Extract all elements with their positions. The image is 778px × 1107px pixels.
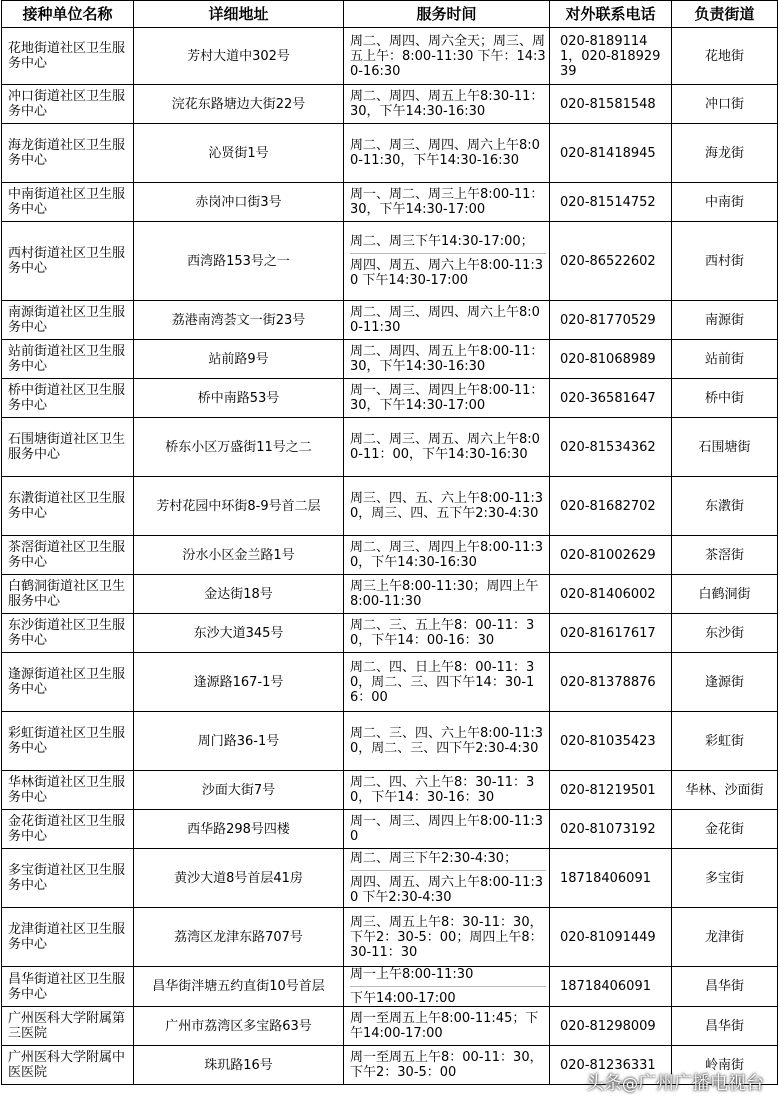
service-hours-line: 周二、周四、周五上午8:30-11：30，下午14:30-16:30 [350, 89, 544, 119]
cell-service-hours [344, 908, 550, 967]
cell-phone: 18718406091 [550, 967, 672, 1007]
cell-street: 白鹤洞街 [672, 575, 778, 614]
cell-service-hours [344, 653, 550, 712]
cell-site-name: 白鹤洞街道社区卫生服务中心 [2, 575, 134, 614]
cell-address: 荔港南湾荟文一街23号 [134, 301, 344, 340]
service-hours-line: 周二、周三下午14:30-17:00； [350, 234, 534, 249]
header-phone: 对外联系电话 [550, 1, 672, 28]
cell-address: 西湾路153号之一 [134, 222, 344, 301]
cell-address: 赤岗冲口街3号 [134, 183, 344, 222]
table-row [2, 85, 778, 124]
header-service-hours: 服务时间 [344, 1, 550, 28]
cell-site-name: 彩虹街道社区卫生服务中心 [2, 712, 134, 771]
cell-phone: 18718406091 [550, 849, 672, 908]
service-hours-line: 周一、周二、周三上午8:00-11：30，下午14:30-17:00 [350, 187, 544, 217]
cell-street: 多宝街 [672, 849, 778, 908]
service-hours-line: 周二、周三下午2:30-4:30； [350, 851, 518, 866]
table-row [2, 477, 778, 536]
service-hours-line: 周二、周三、周四上午8:00-11:30，下午14:30-16:30 [350, 540, 544, 570]
table-row [2, 301, 778, 340]
cell-phone: 020-81002629 [550, 536, 672, 575]
cell-address: 逢源路167-1号 [134, 653, 344, 712]
watermark-text: 广州广播电视台 [638, 1073, 764, 1094]
cell-address: 昌华街泮塘五约直街10号首层 [134, 967, 344, 1007]
table-row [2, 575, 778, 614]
service-hours-line: 周二、周三、周四、周六上午8:00-11:30，下午14:30-16:30 [350, 138, 540, 168]
cell-address: 荔湾区龙津东路707号 [134, 908, 344, 967]
cell-site-name: 中南街道社区卫生服务中心 [2, 183, 134, 222]
cell-service-hours [344, 1007, 550, 1046]
cell-service-hours [344, 379, 550, 418]
table-row [2, 379, 778, 418]
cell-street: 华林、沙面街 [672, 771, 778, 810]
cell-street: 东沙街 [672, 614, 778, 653]
service-hours-line: 周一至周五上午8:00-11:45；下午14:00-17:00 [350, 1011, 539, 1041]
service-hours-line: 周二、周四、周五上午8:00-11：30，下午14:30-16:30 [350, 344, 544, 374]
cell-address: 广州市荔湾区多宝路63号 [134, 1007, 344, 1046]
table-row [2, 28, 778, 85]
cell-site-name: 昌华街道社区卫生服务中心 [2, 967, 134, 1007]
cell-phone: 020-81091449 [550, 908, 672, 967]
service-hours-line: 周二、三、五上午8：00-11：30，下午14：00-16：30 [350, 618, 535, 648]
cell-site-name: 冲口街道社区卫生服务中心 [2, 85, 134, 124]
cell-address: 芳村花园中环街8-9号首二层 [134, 477, 344, 536]
cell-address: 站前路9号 [134, 340, 344, 379]
service-hours-line: 周二、三、四、六上午8:00-11:30，周二、三、四下午2:30-4:30 [350, 726, 544, 756]
table-row [2, 712, 778, 771]
cell-service-hours [344, 85, 550, 124]
cell-address: 沙面大街7号 [134, 771, 344, 810]
cell-address: 沁贤街1号 [134, 124, 344, 183]
table-row [2, 771, 778, 810]
cell-phone: 020-86522602 [550, 222, 672, 301]
service-hours-line: 周二、四、六上午8：30-11：30，下午14：30-16：30 [350, 775, 535, 805]
cell-street: 彩虹街 [672, 712, 778, 771]
cell-phone: 020-81406002 [550, 575, 672, 614]
cell-phone: 020-81534362 [550, 418, 672, 477]
cell-site-name: 站前街道社区卫生服务中心 [2, 340, 134, 379]
cell-service-hours [344, 712, 550, 771]
cell-site-name: 逢源街道社区卫生服务中心 [2, 653, 134, 712]
service-hours-line: 周一至周五上午8：00-11：30，下午2：30-5：00 [350, 1050, 543, 1080]
header-address: 详细地址 [134, 1, 344, 28]
service-hours-line: 周一、周三、周四上午8:00-11:30 [350, 814, 544, 844]
cell-street: 南源街 [672, 301, 778, 340]
cell-service-hours [344, 771, 550, 810]
cell-address: 桥东小区万盛街11号之二 [134, 418, 344, 477]
cell-site-name: 东漖街道社区卫生服务中心 [2, 477, 134, 536]
cell-phone: 020-81581548 [550, 85, 672, 124]
cell-service-hours [344, 849, 550, 908]
cell-street: 站前街 [672, 340, 778, 379]
cell-service-hours [344, 575, 550, 614]
cell-address: 金达街18号 [134, 575, 344, 614]
service-hours-line: 下午14:00-17:00 [350, 986, 546, 1006]
cell-street: 龙津街 [672, 908, 778, 967]
cell-address: 浣花东路塘边大街22号 [134, 85, 344, 124]
cell-address: 黄沙大道8号首层41房 [134, 849, 344, 908]
cell-street: 冲口街 [672, 85, 778, 124]
table-row [2, 908, 778, 967]
table-row [2, 614, 778, 653]
table-row [2, 653, 778, 712]
cell-street: 石围塘街 [672, 418, 778, 477]
service-hours-line: 周三、四、五、六上午8:00-11:30，周三、四、五下午2:30-4:30 [350, 491, 544, 521]
cell-street: 东漖街 [672, 477, 778, 536]
service-hours-line: 周一上午8:00-11:30 [350, 967, 474, 982]
cell-service-hours [344, 222, 550, 301]
cell-site-name: 西村街道社区卫生服务中心 [2, 222, 134, 301]
table-header-row [2, 1, 778, 28]
table-row [2, 849, 778, 908]
cell-phone: 020-81236331 [550, 1046, 672, 1085]
cell-service-hours [344, 614, 550, 653]
table-row [2, 418, 778, 477]
cell-street: 逢源街 [672, 653, 778, 712]
cell-service-hours [344, 28, 550, 85]
cell-address: 西华路298号四楼 [134, 810, 344, 849]
cell-site-name: 金花街道社区卫生服务中心 [2, 810, 134, 849]
cell-phone: 020-81298009 [550, 1007, 672, 1046]
table-row [2, 536, 778, 575]
table-body [2, 28, 778, 1085]
table-row [2, 810, 778, 849]
cell-address: 桥中南路53号 [134, 379, 344, 418]
cell-site-name: 南源街道社区卫生服务中心 [2, 301, 134, 340]
cell-site-name: 多宝街道社区卫生服务中心 [2, 849, 134, 908]
vaccination-sites-table [1, 0, 778, 1085]
cell-site-name: 海龙街道社区卫生服务中心 [2, 124, 134, 183]
cell-site-name: 广州医科大学附属中医医院 [2, 1046, 134, 1085]
table-row [2, 1007, 778, 1046]
cell-street: 岭南街 [672, 1046, 778, 1085]
service-hours-line: 周二、周三、周四、周六上午8:00-11:30 [350, 305, 540, 335]
cell-street: 中南街 [672, 183, 778, 222]
cell-service-hours [344, 418, 550, 477]
cell-service-hours [344, 124, 550, 183]
cell-address: 汾水小区金兰路1号 [134, 536, 344, 575]
service-hours-line: 周一、周三、周四上午8:00-11：30，下午14:30-17:00 [350, 383, 544, 413]
cell-address: 周门路36-1号 [134, 712, 344, 771]
cell-site-name: 茶滘街道社区卫生服务中心 [2, 536, 134, 575]
cell-service-hours [344, 340, 550, 379]
cell-service-hours [344, 536, 550, 575]
cell-phone: 020-81418945 [550, 124, 672, 183]
table-row [2, 124, 778, 183]
cell-street: 桥中街 [672, 379, 778, 418]
cell-address: 珠玑路16号 [134, 1046, 344, 1085]
table-row [2, 183, 778, 222]
table-row [2, 340, 778, 379]
table-row [2, 222, 778, 301]
service-hours-line: 周四、周五、周六上午8:00-11:30 下午2:30-4:30 [350, 870, 546, 905]
service-hours-line: 周二、四、日上午8：00-11：30，周二、三、四下午14：30-16：00 [350, 659, 535, 705]
cell-service-hours [344, 477, 550, 536]
service-hours-line: 周三、周五上午8：30-11：30，下午2：30-5：00；周四上午8：30-11：30 [350, 914, 543, 960]
cell-phone: 020-81770529 [550, 301, 672, 340]
cell-service-hours [344, 301, 550, 340]
cell-phone: 020-81514752 [550, 183, 672, 222]
cell-phone: 020-81682702 [550, 477, 672, 536]
cell-phone: 020-81073192 [550, 810, 672, 849]
cell-phone: 020-81378876 [550, 653, 672, 712]
cell-service-hours [344, 1046, 550, 1085]
cell-site-name: 东沙街道社区卫生服务中心 [2, 614, 134, 653]
cell-phone: 020-81035423 [550, 712, 672, 771]
cell-street: 昌华街 [672, 1007, 778, 1046]
service-hours-line: 周二、周三、周五、周六上午8:00-11：00，下午14:30-16:30 [350, 432, 540, 462]
watermark-prefix: 头条 [586, 1073, 622, 1094]
cell-phone: 020-81219501 [550, 771, 672, 810]
table-row [2, 967, 778, 1007]
cell-street: 西村街 [672, 222, 778, 301]
cell-phone: 020-81891141，020-81892939 [550, 28, 672, 85]
service-hours-line: 周三上午8:00-11:30；周四上午8:00-11:30 [350, 579, 539, 609]
cell-street: 金花街 [672, 810, 778, 849]
cell-site-name: 花地街道社区卫生服务中心 [2, 28, 134, 85]
service-hours-line: 周二、周四、周六全天；周三、周五上午：8:00-11:30 下午：14:30-16:30 [350, 33, 546, 79]
cell-site-name: 桥中街道社区卫生服务中心 [2, 379, 134, 418]
cell-site-name: 华林街道社区卫生服务中心 [2, 771, 134, 810]
cell-phone: 020-36581647 [550, 379, 672, 418]
cell-address: 东沙大道345号 [134, 614, 344, 653]
cell-street: 海龙街 [672, 124, 778, 183]
header-site-name: 接种单位名称 [2, 1, 134, 28]
cell-service-hours [344, 183, 550, 222]
cell-service-hours [344, 810, 550, 849]
watermark-at: @ [622, 1074, 638, 1093]
cell-service-hours [344, 967, 550, 1007]
cell-address: 芳村大道中302号 [134, 28, 344, 85]
cell-site-name: 龙津街道社区卫生服务中心 [2, 908, 134, 967]
cell-site-name: 广州医科大学附属第三医院 [2, 1007, 134, 1046]
cell-street: 茶滘街 [672, 536, 778, 575]
cell-site-name: 石围塘街道社区卫生服务中心 [2, 418, 134, 477]
watermark [586, 1069, 764, 1095]
cell-phone: 020-81068989 [550, 340, 672, 379]
header-street: 负责街道 [672, 1, 778, 28]
cell-street: 花地街 [672, 28, 778, 85]
service-hours-line: 周四、周五、周六上午8:00-11:30 下午14:30-17:00 [350, 253, 546, 288]
cell-street: 昌华街 [672, 967, 778, 1007]
cell-phone: 020-81617617 [550, 614, 672, 653]
